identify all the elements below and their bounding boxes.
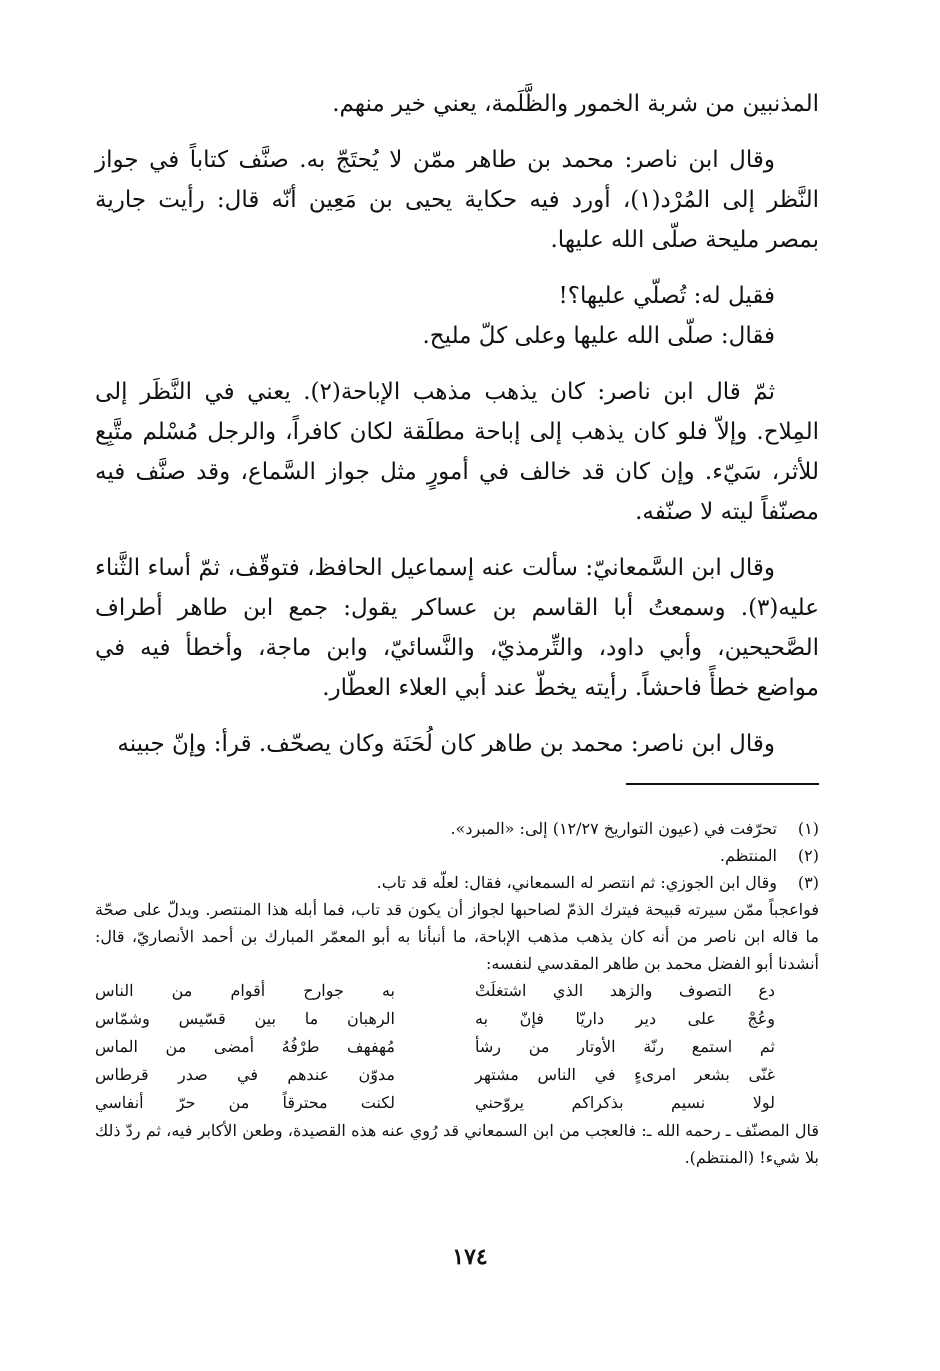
verse-second-hemistich: مدوّن عندهم في صدر قرطاس	[95, 1065, 395, 1084]
footnote-text: المنتظم.	[719, 846, 777, 865]
footnote-text: وقال ابن الجوزي: ثم انتصر له السمعاني، فقال: لعلّه قد تاب.	[376, 873, 777, 892]
verse-second-hemistich: الرهبان ما بين قسّيس وشمّاس	[95, 1009, 395, 1028]
paragraph-opening: المذنبين من شربة الخمور والظَّلَمة، يعني خير منهم.	[332, 91, 819, 117]
footnote-separator	[626, 783, 819, 785]
paragraph-ibn-nasir-2: ثمّ قال ابن ناصر: كان يذهب مذهب الإباحة(٢). يعني في النَّظَر إلى المِلاح. وإلاّ فلو كان يذهب إلى إباحة مطلَقة لكان كافراً، والرجل مُسْلم متَّبِع للأثر، سَيّء. وإن كان قد خالف في أمورٍ مثل جواز السَّماع، وقد صنَّف فيه مصنّفاً ليته لا صنّفه.	[95, 379, 819, 525]
paragraph-question: فقيل له: تُصلّي عليها؟!	[558, 283, 775, 309]
poem-verse	[95, 977, 775, 1005]
verse-first-hemistich: دع التصوف والزهد الذي اشتغلَتْ	[475, 981, 775, 1000]
poem-verse	[95, 1061, 775, 1089]
footnotes	[95, 815, 819, 1171]
poem-verse	[95, 1089, 775, 1117]
paragraph-ibn-nasir-3: وقال ابن ناصر: محمد بن طاهر كان لُحَنَة وكان يصحّف. قرأ: وإنّ جبينه	[117, 731, 775, 757]
verse-second-hemistich: به جوارح أقوام من الناس	[95, 981, 395, 1000]
verse-second-hemistich: مُهفهف طرْفُهُ أمضى من الماس	[95, 1037, 395, 1056]
footnote-2	[95, 842, 819, 869]
footnote-closing: قال المصنّف ـ رحمه الله ـ: فالعجب من ابن السمعاني قد رُوي عنه هذه القصيدة، وطعن الأكابر فيه، ثم ردّ ذلك بلا شيء! (المنتظم).	[95, 1121, 820, 1167]
paragraph-samani: وقال ابن السَّمعانيّ: سألت عنه إسماعيل الحافظ، فتوقّف، ثمّ أساء الثَّناء عليه(٣). وسمعتُ أبا القاسم بن عساكر يقول: جمع ابن طاهر أطراف الصَّحيحين، وأبي داود، والتِّرمذيّ، والنَّسائيّ، وابن ماجة، وأخطأ فيه في مواضع خطأً فاحشاً. رأيته يخطّ عند أبي العلاء العطّار.	[95, 555, 819, 701]
verse-second-hemistich: لكنت محترقاً من حرّ أنفاسي	[95, 1093, 395, 1112]
footnote-continuation: فواعجباً ممّن سيرته قبيحة فيترك الذمّ لصاحبها لجواز أن يكون قد تاب، فما أبله هذا المنتصر. ويدلّ على صحّة ما قاله ابن ناصر من أنه كان يذهب مذهب الإباحة، ما أنبأنا به أبو المعمّر المبارك بن أحمد الأنصاريّ، قال: أنشدنا أبو الفضل محمد بن طاهر المقدسي لنفسه:	[95, 900, 819, 973]
verse-first-hemistich: ثم استمع رنّة الأوتار من رشأ	[475, 1037, 775, 1056]
page-number: ١٧٤	[452, 1244, 488, 1270]
verse-first-hemistich: لولا نسيم بذكراكم يروّحني	[475, 1093, 775, 1112]
footnote-1	[95, 815, 819, 842]
footnote-text: تحرّفت في (عيون التواريخ ١٢/٢٧) إلى: «المبرد».	[450, 819, 777, 838]
poem	[95, 977, 775, 1117]
paragraph-ibn-nasir-1: وقال ابن ناصر: محمد بن طاهر ممّن لا يُحتَجّ به. صنَّف كتاباً في جواز النَّظر إلى المُرْد(١)، أورد فيه حكاية يحيى بن مَعِين أنّه قال: رأيت جارية بمصر مليحة صلّى الله عليها.	[95, 147, 819, 253]
footnote-number: (١)	[797, 819, 819, 838]
verse-first-hemistich: وعُجْ على دير داريّا فإنّ به	[475, 1009, 775, 1028]
poem-verse	[95, 1033, 775, 1061]
footnote-number: (٣)	[797, 873, 819, 892]
paragraph-answer: فقال: صلّى الله عليها وعلى كلّ مليح.	[422, 323, 775, 349]
footnote-3	[95, 869, 819, 896]
main-text	[95, 84, 819, 780]
footnote-number: (٢)	[797, 846, 819, 865]
verse-first-hemistich: غنّى بشعر امرىءٍ في الناس مشتهر	[475, 1065, 775, 1084]
poem-verse	[95, 1005, 775, 1033]
